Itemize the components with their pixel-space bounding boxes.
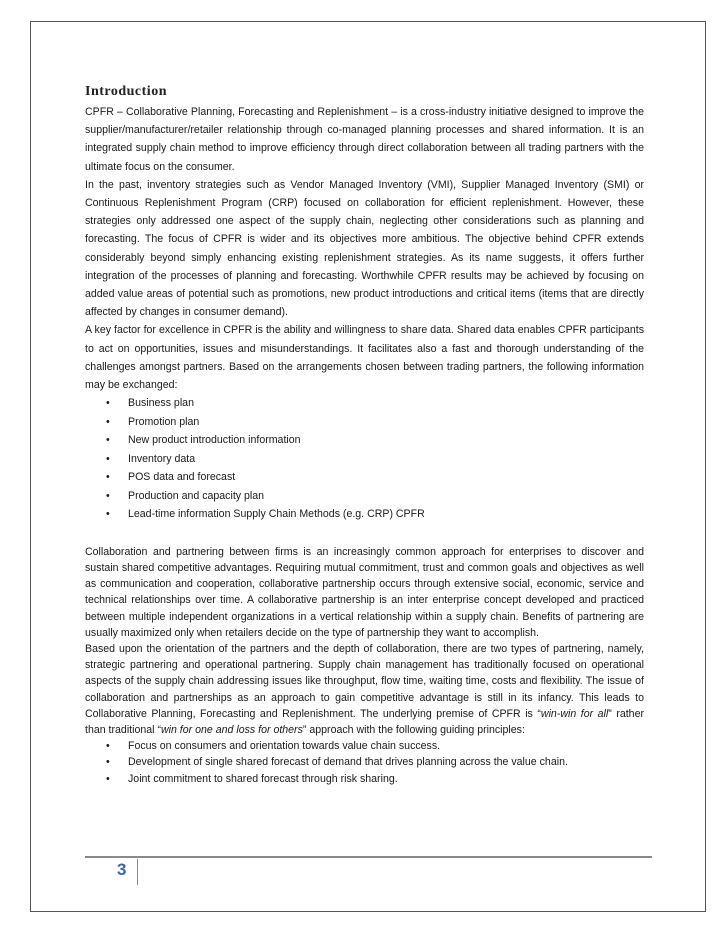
list-item: • Business plan [85, 394, 644, 413]
list-item: • Promotion plan [85, 413, 644, 432]
page-number: 3 [117, 860, 127, 879]
list-item: • Joint commitment to shared forecast through risk sharing. [85, 771, 644, 787]
emphasis-win-win: win-win for all [540, 707, 609, 720]
list-item: • Lead-time information Supply Chain Methods (e.g. CRP) CPFR [85, 505, 644, 524]
list-item: • New product introduction information [85, 431, 644, 450]
text-run: ” approach with the following guiding principles: [302, 723, 525, 736]
paragraph-inventory-strategies: In the past, inventory strategies such as Vendor Managed Inventory (VMI), Supplier Managed Inventory (SMI) or Continuous Replenishment Program (CRP) focused on collaboration for efficient replenishment. However, these strategies only addressed one aspect of the supply chain, neglecting other considerations such as planning and forecasting. The focus of CPFR is wider and its objectives more ambitious. The objective behind CPFR extends considerably beyond simply enhancing existing replenishment strategies. As its name suggests, it offers further integration of the processes of planning and forecasting. Worthwhile CPFR results may be achieved by focusing on added value areas of potential such as promotions, new product introductions and critical items (items that are directly affected by changes in consumer demand). [85, 178, 644, 319]
guiding-principles-list [85, 738, 644, 787]
list-item: • Inventory data [85, 450, 644, 469]
paragraph-cpfr-definition: CPFR – Collaborative Planning, Forecasting and Replenishment – is a cross-industry initiative designed to improve the supplier/manufacturer/retailer relationship through co-managed planning processes and shared information. It is an integrated supply chain method to improve efficiency through direct collaboration between all trading partners with the ultimate focus on the consumer. [85, 106, 644, 173]
text-run: Based upon the orientation of the partners and the depth of collaboration, there are two types of partnering, namely, strategic partnering and operational partnering. Supply chain management has traditionally focused on operational aspects of the supply chain addressing issues like throughput, flow time, waiting time, costs and flexibility. The issue of collaboration and partnerships as an approach to gain competitive advantage is still in its infancy. This leads to Collaborative Planning, Forecasting and Replenishment. The underlying premise of CPFR is “ [85, 642, 644, 720]
paragraph-partnering-types [85, 641, 644, 738]
emphasis-win-loss: win for one and loss for others [160, 723, 303, 736]
paragraph-gap [85, 524, 644, 544]
text-run: ” rather than traditional “ [85, 707, 644, 736]
list-item: • Focus on consumers and orientation towards value chain success. [85, 738, 644, 754]
paragraph-data-sharing: A key factor for excellence in CPFR is the ability and willingness to share data. Shared data enables CPFR participants to act on opportunities, issues and misunderstandings. It facilitates also a fast and thorough understanding of the challenges amongst partners. Based on the arrangements chosen between trading partners, the following information may be exchanged: [85, 324, 644, 392]
footer-rule [85, 856, 652, 858]
section-title: Introduction [85, 84, 167, 99]
list-item: • Production and capacity plan [85, 487, 644, 506]
list-item: • POS data and forecast [85, 468, 644, 487]
list-item: • Development of single shared forecast of demand that drives planning across the value chain. [85, 754, 644, 770]
page-content [85, 84, 644, 787]
paragraph-collaboration: Collaboration and partnering between firms is an increasingly common approach for enterprises to discover and sustain shared competitive advantages. Requiring mutual commitment, trust and common goals and objectives as well as communication and cooperation, collaborative partnership occurs through extensive social, economic, service and technical relationships over time. A collaborative partnership is an inter enterprise concept developed and practiced between multiple independent organizations in a vertical relationship within a supply chain. Benefits of partnering are usually maximized only when retailers decide on the type of partnership they want to accomplish. [85, 545, 644, 639]
page-number-divider [137, 859, 138, 885]
exchanged-information-list [85, 394, 644, 524]
